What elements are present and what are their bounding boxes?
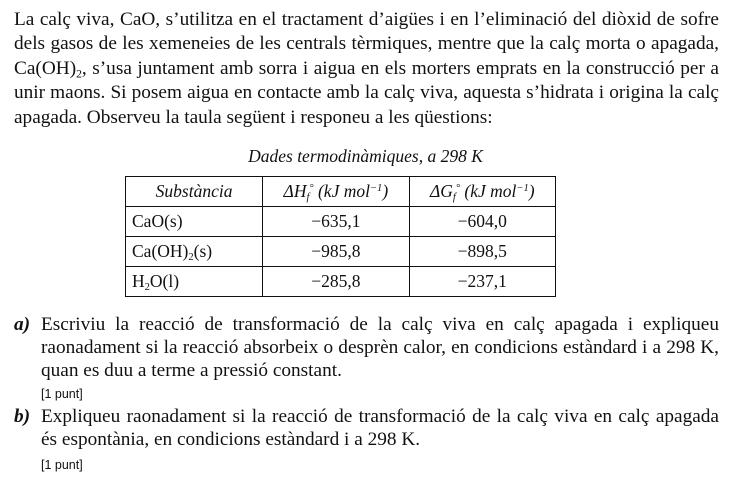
intro-subscript: 2 bbox=[76, 67, 82, 81]
thermodynamic-table bbox=[125, 176, 556, 297]
cell-gibbs: −237,1 bbox=[409, 267, 555, 297]
question-a bbox=[14, 313, 719, 382]
intro-text-1: La calç viva, CaO, s’utilitza en el tractament d’aigües i en l’eliminació del diòxid de sofre dels gasos de les xemeneies de les centrals tèrmiques, mentre que la calç morta o apagada, Ca(OH) bbox=[14, 9, 719, 79]
header-enthalpy: $\Delta H_f^\circ$ (kJ mol$^{-1}$) bbox=[263, 177, 409, 207]
table-row bbox=[126, 237, 556, 267]
question-a-points: [1 punt] bbox=[41, 387, 83, 401]
header-substance: Substància bbox=[126, 177, 263, 207]
cell-enthalpy: −285,8 bbox=[263, 267, 409, 297]
question-a-label: a) bbox=[14, 314, 31, 335]
table-caption: Dades termodinàmiques, a 298 K bbox=[248, 146, 483, 166]
cell-gibbs: −604,0 bbox=[409, 207, 555, 237]
cell-gibbs: −898,5 bbox=[409, 237, 555, 267]
question-a-text: Escriviu la reacció de transformació de la calç viva en calç apagada i expliqueu raonadament si la reacció absorbeix o desprèn calor, en condicions estàndard i a 298 K, quan es duu a terme a pressió constant. bbox=[41, 314, 719, 381]
table-header-row bbox=[126, 177, 556, 207]
question-b-label: b) bbox=[14, 406, 31, 427]
table-row bbox=[126, 207, 556, 237]
cell-enthalpy: −985,8 bbox=[263, 237, 409, 267]
question-b-text: Expliqueu raonadament si la reacció de transformació de la calç viva en calç apagada és espontània, en condicions estàndard i a 298 K. bbox=[41, 406, 719, 450]
question-b bbox=[14, 405, 719, 451]
table-row bbox=[126, 267, 556, 297]
question-b-points: [1 punt] bbox=[41, 458, 83, 472]
intro-text-2: , s’usa juntament amb sorra i aigua en els morters emprats en la construcció per a unir maons. Si posem aigua en contacte amb la calç viva, aquesta s’hidrata i origina la calç apagada. Observeu la taula següent i responeu a les qüestions: bbox=[14, 57, 719, 128]
intro-paragraph bbox=[14, 8, 719, 130]
cell-enthalpy: −635,1 bbox=[263, 207, 409, 237]
cell-substance: $H_2O(l)$ bbox=[126, 267, 263, 297]
cell-substance: CaO(s) bbox=[126, 207, 263, 237]
header-gibbs: $\Delta G_f^\circ$ (kJ mol$^{-1}$) bbox=[409, 177, 555, 207]
cell-substance: $Ca(OH)_2(s)$ bbox=[126, 237, 263, 267]
